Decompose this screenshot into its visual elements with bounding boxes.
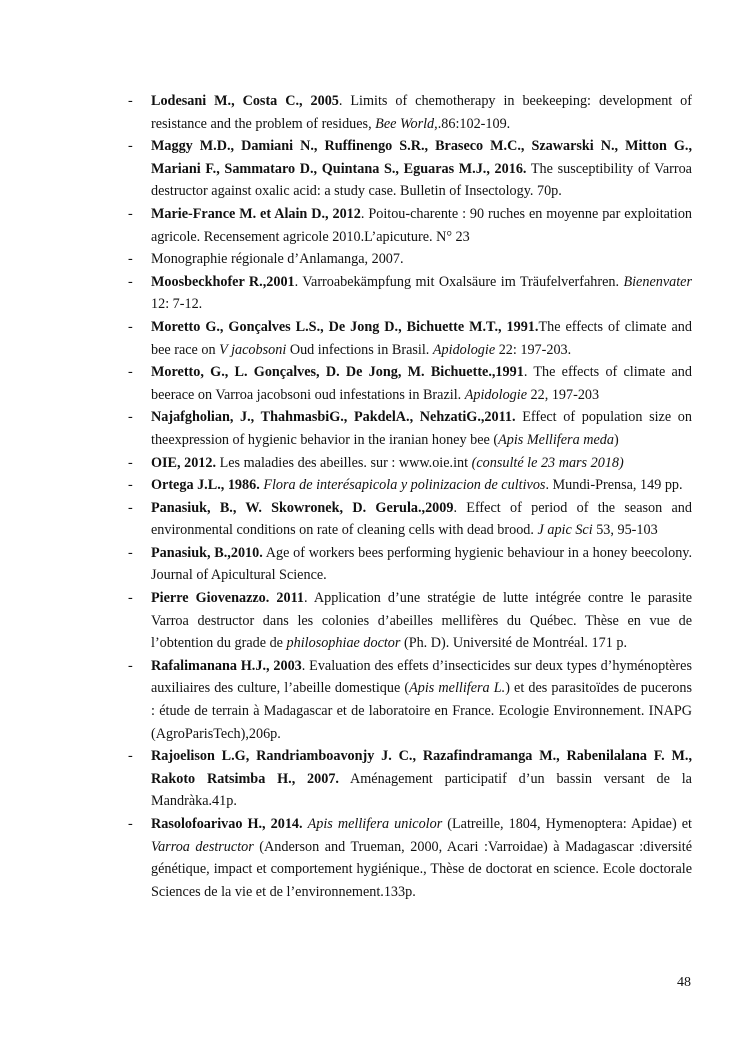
reference-italic-text: Apidologie — [432, 341, 496, 358]
list-bullet: - — [128, 590, 133, 607]
reference-italic-text: Bienenvater — [623, 273, 692, 290]
reference-italic-text: Flora de interésapicola y polinizacion de cultivos — [263, 477, 546, 494]
reference-authors: Rasolofoarivao H., 2014. — [151, 816, 303, 832]
reference-text: Effect of population size on theexpression of hygienic behavior in the iranian honey bee ( — [151, 409, 692, 448]
reference-entry — [124, 542, 692, 587]
page-number: 48 — [677, 975, 691, 990]
reference-authors: Panasiuk, B., W. Skowronek, D. Gerula.,2009 — [151, 499, 454, 516]
reference-authors: Maggy M.D., Damiani N., Ruffinengo S.R., Braseco M.C., Szawarski N., Mitton G., Mariani F., Sammataro D., Quintana S., Eguaras M.J., 2016. — [151, 138, 692, 177]
list-bullet: - — [128, 657, 133, 674]
reference-text: (Latreille, 1804, Hymenoptera: Apidae) et — [442, 816, 692, 832]
list-bullet: - — [128, 318, 133, 335]
list-bullet: - — [128, 205, 133, 222]
reference-text: 22: 197-203. — [495, 341, 572, 358]
reference-text: . Application d’une stratégie de lutte intégrée contre le parasite Varroa destructor dans les colonies d’abeilles mellifères du Québec. Thèse en vue de l’obtention du grade de — [151, 590, 693, 652]
reference-text: Aménagement participatif d’un bassin versant de la Mandràka.41p. — [151, 770, 692, 810]
list-bullet: - — [128, 454, 133, 471]
list-bullet: - — [128, 748, 133, 765]
reference-italic-text: Varroa destructor — [151, 838, 254, 855]
reference-text: . Mundi-Prensa, 149 pp. — [545, 477, 683, 494]
reference-authors: Rajoelison L.G, Randriamboavonjy J. C., Razafindramanga M., Rabenilalana F. M., Rakoto Ratsimba H., 2007. — [151, 748, 692, 787]
reference-entry — [124, 271, 692, 316]
list-bullet: - — [128, 273, 133, 290]
reference-italic-text: Bee World — [375, 115, 435, 132]
reference-text: ) — [613, 431, 619, 448]
list-bullet: - — [128, 251, 133, 268]
reference-text: 22, 197-203 — [527, 386, 600, 403]
reference-authors: Ortega J.L., 1986. — [151, 477, 260, 494]
reference-text: . Poitou-charente : 90 ruches en moyenne par exploitation agricole. Recensement agricole 2010.L’apicuture. N° 23 — [151, 205, 693, 245]
reference-text: . Varroabekämpfung mit Oxalsäure im Träufelverfahren. — [294, 273, 624, 290]
reference-authors: Moosbeckhofer R.,2001 — [151, 273, 295, 290]
reference-text: ) et des parasitoïdes de pucerons : étude de terrain à Madagascar et de laboratoire en France. Ecologie Environnement. INAPG (AgroParisTech),206p. — [151, 680, 692, 742]
reference-text: The susceptibility of Varroa destructor against oxalic acid: a study case. Bulletin of Insectology. 70p. — [151, 160, 692, 200]
reference-text: . Effect of period of the season and environmental conditions on rate of cleaning cells with dead brood. — [151, 499, 692, 539]
reference-text: . Evaluation des effets d’insecticides sur deux types d’hyménoptères auxiliaires des culture, l’abeille domestique ( — [151, 657, 692, 697]
reference-entry — [124, 248, 692, 271]
reference-entry — [124, 497, 692, 542]
list-bullet: - — [128, 364, 133, 381]
reference-authors: Moretto G., Gonçalves L.S., De Jong D., Bichuette M.T., 1991. — [151, 318, 539, 335]
reference-entry — [124, 361, 692, 406]
reference-text: 53, 95-103 — [592, 522, 658, 539]
reference-italic-text: V jacobsoni — [219, 341, 287, 358]
reference-text: . Limits of chemotherapy in beekeeping: development of resistance and the problem of residues, — [151, 93, 692, 132]
list-bullet: - — [128, 499, 133, 516]
reference-entry — [124, 203, 692, 248]
reference-text: Age of workers bees performing hygienic behaviour in a honey beecolony. Journal of Apicultural Science. — [151, 544, 693, 584]
reference-italic-text: Apis mellifera L. — [409, 680, 506, 697]
reference-text: Monographie régionale d’Anlamanga, 2007. — [151, 251, 404, 268]
reference-italic-text: J apic Sci — [537, 522, 593, 539]
reference-text: (Anderson and Trueman, 2000, Acari :Varroidae) à Madagascar :diversité génétique, impact et comportement hygiénique., Thèse de doctorat en science. Ecole doctorale Sciences de la vie et de l’environnement.133p. — [151, 838, 692, 900]
reference-text: Oud infections in Brasil. — [286, 341, 433, 358]
reference-entry — [124, 655, 692, 745]
reference-entry — [124, 745, 692, 813]
reference-entry — [124, 474, 692, 497]
list-bullet: - — [128, 544, 133, 561]
reference-text: . The effects of climate and beerace on Varroa jacobsoni oud infestations in Brazil. — [151, 364, 692, 403]
reference-entry — [124, 452, 692, 475]
reference-authors: Pierre Giovenazzo. 2011 — [151, 590, 304, 607]
reference-entry — [124, 406, 692, 451]
reference-text: 12: 7-12. — [151, 296, 203, 313]
reference-authors: Najafgholian, J., ThahmasbiG., PakdelA., NehzatiG.,2011. — [151, 409, 516, 426]
reference-text: (Ph. D). Université de Montréal. 171 p. — [400, 635, 627, 652]
list-bullet: - — [128, 93, 133, 109]
reference-text: The effects of climate and bee race on — [151, 318, 692, 358]
reference-authors: Marie-France M. et Alain D., 2012 — [151, 205, 361, 222]
list-bullet: - — [128, 138, 133, 155]
reference-list — [124, 90, 692, 903]
reference-entry — [124, 316, 692, 361]
reference-text: Les maladies des abeilles. sur : www.oie.int — [216, 454, 472, 471]
reference-italic-text: (consulté le 23 mars 2018) — [471, 454, 624, 471]
reference-authors: Rafalimanana H.J., 2003 — [151, 657, 302, 674]
list-bullet: - — [128, 409, 133, 426]
reference-entry — [124, 587, 692, 655]
reference-entry — [124, 813, 692, 903]
reference-authors: OIE, 2012. — [151, 454, 217, 471]
reference-italic-text: Apis mellifera unicolor — [307, 816, 443, 832]
reference-authors: Lodesani M., Costa C., 2005 — [151, 93, 339, 109]
list-bullet: - — [128, 816, 133, 832]
reference-entry — [124, 135, 692, 203]
list-bullet: - — [128, 477, 133, 494]
reference-italic-text: Apis Mellifera meda — [498, 431, 614, 448]
reference-italic-text: Apidologie — [464, 386, 527, 403]
reference-italic-text: philosophiae doctor — [286, 635, 401, 652]
reference-authors: Moretto, G., L. Gonçalves, D. De Jong, M. Bichuette.,1991 — [151, 364, 524, 381]
reference-text: ,.86:102-109. — [434, 115, 511, 132]
reference-entry — [124, 90, 692, 135]
reference-authors: Panasiuk, B.,2010. — [151, 544, 263, 561]
